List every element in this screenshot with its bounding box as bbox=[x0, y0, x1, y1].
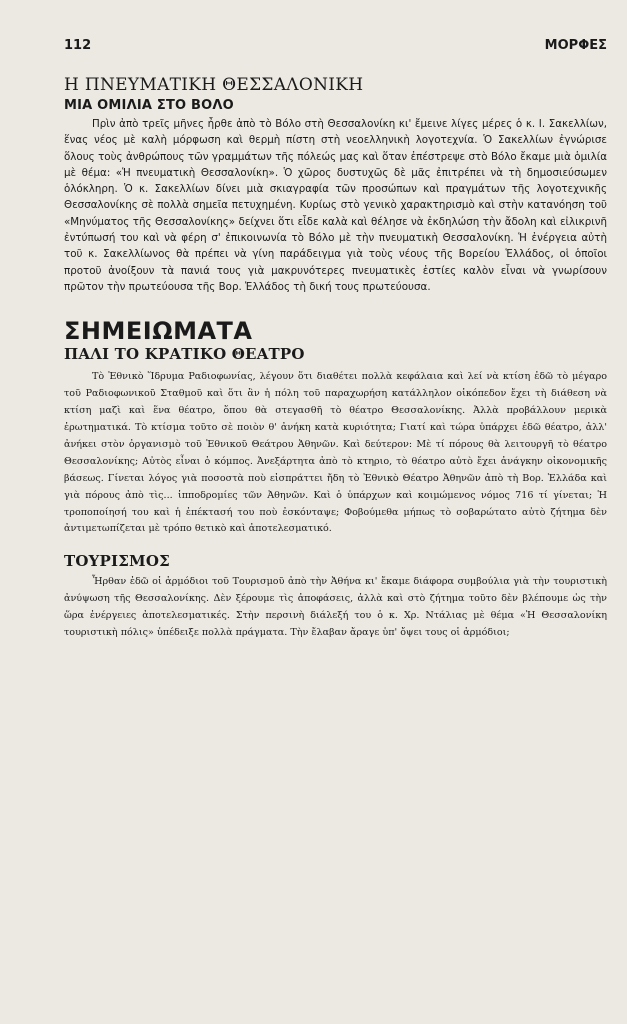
article-subtitle: ΜΙΑ ΟΜΙΛΙΑ ΣΤΟ ΒΟΛΟ bbox=[64, 98, 234, 113]
article-title: Η ΠΝΕΥΜΑΤΙΚΗ ΘΕΣΣΑΛΟΝΙΚΗ bbox=[64, 75, 364, 95]
notes-section bbox=[64, 317, 607, 538]
page-number: 112 bbox=[64, 38, 92, 53]
notes-body: Τὸ Ἐθνικὸ Ἵδρυμα Ραδιοφωνίας, λέγουν ὅτι διαθέτει πολλὰ κεφάλαια καὶ λεί νὰ κτίση ἐδῶ τὸ μέγαρο τοῦ Ραδιοφωνικοῦ Σταθμοῦ καὶ ὅτι ἂν ἡ πόλη τοῦ παραχωρήση κατάλληλον οἰκόπεδον ἔχει τὴ διάθεση νὰ κτίση μαζὶ καὶ ἕνα θέατρο, ὅπου θὰ στεγασθῆ τὸ θέατρο Θεσσαλονίκης. Ἀλλὰ προβάλλουν μερικὰ ἐρωτηματικά. Τὸ κτίσμα τοῦτο σὲ ποιὸν θ' ἀνήκη κατὰ κυριότητα; Γιατί καὶ τώρα ὑπάρχει ἐδῶ θέατρο, ἀλλ' ἀνήκει στὸν ὀργανισμὸ τοῦ Ἐθνικοῦ Θεάτρου Ἀθηνῶν. Καὶ δεύτερον: Μὲ τί πόρους θὰ λειτουργῆ τὸ θέατρο Θεσσαλονίκης; Αὐτὸς εἶναι ὁ κόμπος. Ἀνεξάρτητα ἀπὸ τὸ κτηριο, τὸ θέατρο αὐτὸ ἔχει ἀνάγκην οἰκονομικῆς βάσεως. Γίνεται λόγος γιὰ ποσοστὰ ποὺ εἰσπράττει ἤδη τὸ Ἐθνικὸ Θέατρο Ἀθηνῶν ἀπὸ τὴ Βορ. Ἑλλάδα καὶ γιὰ πόρους ἀπὸ τὶς... ἱπποδρομίες τῶν Ἀθηνῶν. Καὶ ὁ ὑπάρχων καὶ κοιμώμενος νόμος 716 τί γίνεται; Ἡ τροποποίησή του καὶ ἡ ἐπέκτασή του ποὺ ἐσκόνταψε; Φοβούμεθα μήπως τὸ σοβαρώτατο αὐτὸ ζήτημα δὲν ἀντιμετωπίζεται μὲ τρόπο θετικὸ καὶ ἀποτελεσματικό. bbox=[64, 371, 607, 535]
article-body: Πρὶν ἀπὸ τρεῖς μῆνες ἦρθε ἀπὸ τὸ Βόλο στὴ Θεσσαλονίκη κι' ἔμεινε λίγες μέρες ὁ κ. Ι. Σακελλίων, ἕνας νέος μὲ καλὴ μόρφωση καὶ θερμὴ πίστη στὴ νεοελληνικὴ λογοτεχνία. Ὁ Σακελλίων ἐγνώρισε ὅλους τοὺς ἀνθρώπους τῶν γραμμάτων τῆς πόλεώς μας καὶ ὅταν ἐπέστρεψε στὸ Βόλο ἔκαμε μιὰ ὁμιλία μὲ θέμα: «Ἡ πνευματικὴ Θεσσαλονίκη». Ὁ χῶρος δυστυχῶς δὲ μᾶς ἐπιτρέπει νὰ τὴ δημοσιεύσωμεν ὁλόκληρη. Ὁ κ. Σακελλίων δίνει μιὰ σκιαγραφία τῶν προσώπων καὶ πραγμάτων τῆς λογοτεχνικῆς Θεσσαλονίκης σὲ πολλὰ σημεῖα πετυχημένη. Κυρίως στὸ γενικὸ χαρακτηρισμὸ καὶ στὴν κατανόηση τοῦ «Μηνύματος τῆς Θεσσαλονίκης» δείχνει ὅτι εἶδε καλὰ καὶ θέλησε νὰ ἐκδηλώση τὴν ἄδολη καὶ εἰλικρινῆ ἐντύπωσή του καὶ νὰ φέρη σ' ἐπικοινωνία τὸ Βόλο μὲ τὴν πνευματικὴ Θεσσαλονίκη. Ἡ ἐνέργεια αὐτὴ τοῦ κ. Σακελλίωνος θὰ πρέπει νὰ γίνη παράδειγμα γιὰ τοὺς νέους τῆς Βορείου Ἑλλάδος, οἱ ὁποῖοι προτοῦ ἀνοίξουν τὰ πανιά τους γιὰ μακρυνότερες πνευματικὲς ἑστίες καλὸν εἶναι νὰ γνωρίσουν πρῶτον τὴν πρωτεύουσα τῆς Βορ. Ἑλλάδος τὴ δική τους πρωτεύουσα. bbox=[64, 118, 607, 293]
journal-title: ΜΟΡΦΕΣ bbox=[544, 38, 607, 53]
notes-subtitle: ΠΑΛΙ ΤΟ ΚΡΑΤΙΚΟ ΘΕΑΤΡΟ bbox=[64, 345, 305, 364]
article-spiritual-thessaloniki bbox=[64, 75, 607, 295]
tourism-section bbox=[64, 552, 607, 642]
notes-title: ΣΗΜΕΙΩΜΑΤΑ bbox=[64, 317, 253, 346]
running-header bbox=[64, 38, 607, 53]
tourism-title: ΤΟΥΡΙΣΜΟΣ bbox=[64, 552, 170, 571]
tourism-body: Ἦρθαν ἐδῶ οἱ ἁρμόδιοι τοῦ Τουρισμοῦ ἀπὸ τὴν Ἀθήνα κι' ἔκαμε διάφορα συμβούλια γιὰ τὴν τουριστικὴ ἀνύψωση τῆς Θεσσαλονίκης. Δὲν ξέρουμε τὶς ἀποφάσεις, ἀλλὰ καὶ στὸ ζήτημα τοῦτο δὲν βλέπουμε ὡς τὴν ὥρα ἐνέργειες ἀποτελεσματικές. Στὴν περσινὴ διάλεξή του ὁ κ. Χρ. Ντάλιας μὲ θέμα «Ἡ Θεσσαλονίκη τουριστικὴ πόλις» ὑπέδειξε πολλὰ πράγματα. Τὴν ἔλαβαν ἄραγε ὑπ' ὄψει τους οἱ ἁρμόδιοι; bbox=[64, 576, 607, 639]
